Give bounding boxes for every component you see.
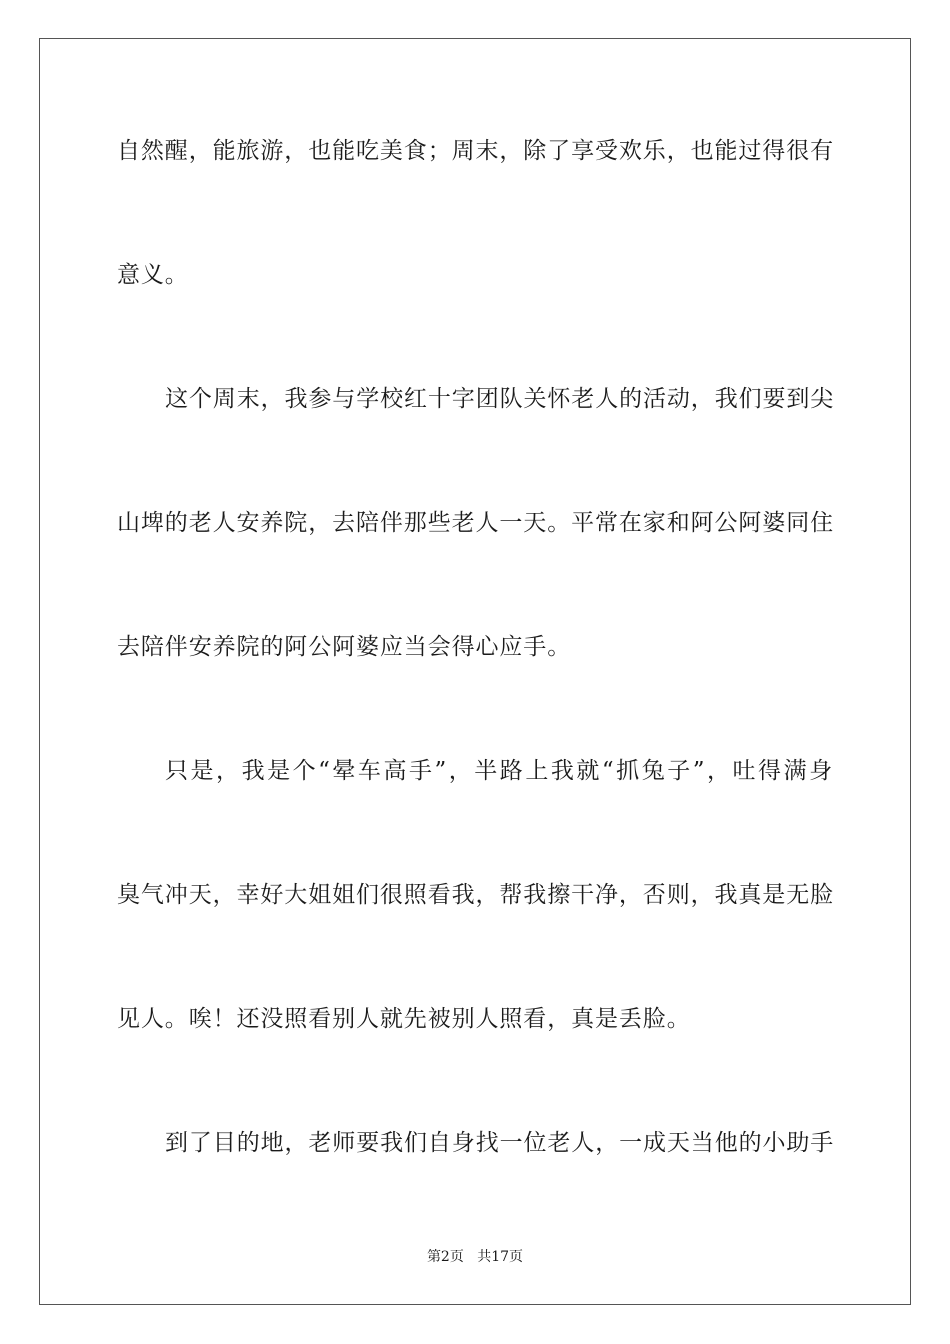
page-border xyxy=(39,38,911,1305)
text-line-4: 山埤的老人安养院，去陪伴那些老人一天。平常在家和阿公阿婆同住 xyxy=(117,510,834,536)
page-total: 共17页 xyxy=(477,1249,524,1265)
page-footer xyxy=(0,1246,950,1266)
text-line-9: 到了目的地，老师要我们自身找一位老人，一成天当他的小助手 xyxy=(165,1130,835,1156)
text-line-3: 这个周末，我参与学校红十字团队关怀老人的活动，我们要到尖 xyxy=(165,386,835,412)
text-line-6: 只是，我是个“晕车高手”，半路上我就“抓兔子”，吐得满身 xyxy=(165,758,833,784)
text-line-7: 臭气冲天，幸好大姐姐们很照看我，帮我擦干净，否则，我真是无脸 xyxy=(117,882,834,908)
text-line-8: 见人。唉！还没照看别人就先被别人照看，真是丢脸。 xyxy=(117,1006,691,1032)
text-line-5: 去陪伴安养院的阿公阿婆应当会得心应手。 xyxy=(117,634,572,660)
text-line-2: 意义。 xyxy=(117,262,189,288)
page-number: 第2页 xyxy=(426,1249,464,1265)
text-line-1: 自然醒，能旅游，也能吃美食；周末，除了享受欢乐，也能过得很有 xyxy=(117,138,834,164)
